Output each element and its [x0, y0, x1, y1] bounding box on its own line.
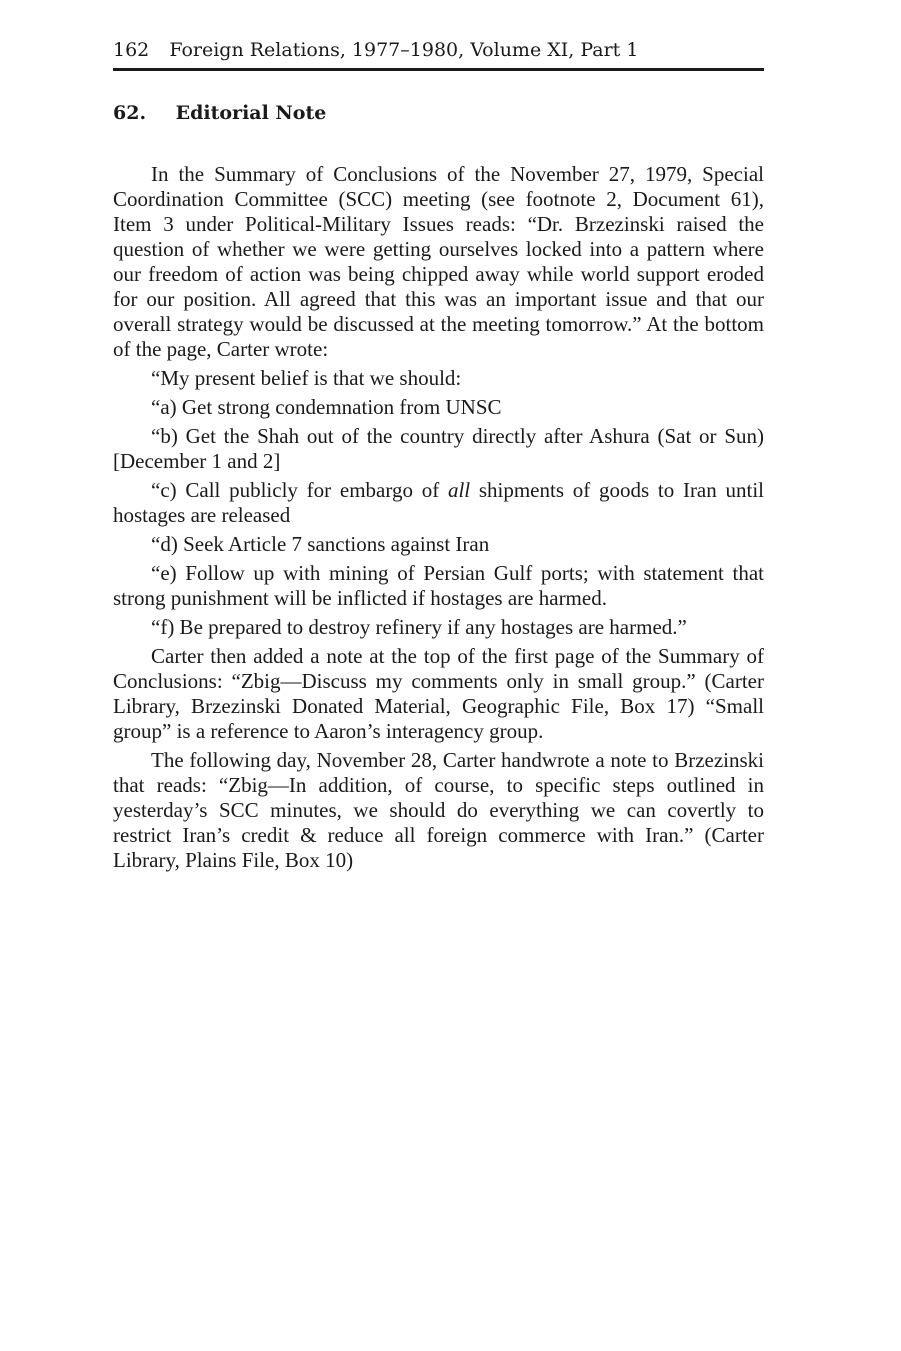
- list-item-c-before: “c) Call publicly for embargo of: [151, 478, 448, 502]
- header-rule: [113, 68, 764, 71]
- running-title: Foreign Relations, 1977–1980, Volume XI, Part 1: [169, 39, 639, 61]
- paragraph-summary-of-conclusions: In the Summary of Conclusions of the November 27, 1979, Special Coordination Committee (SCC) meeting (see footnote 2, Document 61), Item 3 under Political-Military Issues reads: “Dr. Brzezinski raised the question of whether we were getting ourselves locked into a pattern where our freedom of action was being chipped away while world support eroded for our position. All agreed that this was an important issue and that our overall strategy would be discussed at the meeting tomorrow.” At the bottom of the page, Carter wrote:: [113, 162, 764, 361]
- list-item-e: “e) Follow up with mining of Persian Gulf ports; with statement that strong punishment will be inflicted if hostages are harmed.: [113, 561, 764, 610]
- list-item-c-after: shipments of goods to Iran until hostages are released: [113, 478, 764, 527]
- document-heading: [113, 100, 326, 126]
- running-head: [113, 37, 764, 63]
- list-item-b: “b) Get the Shah out of the country directly after Ashura (Sat or Sun) [December 1 and 2]: [113, 424, 764, 473]
- document-title: Editorial Note: [175, 102, 327, 124]
- document-number: 62.: [113, 102, 147, 124]
- paragraph-present-belief: “My present belief is that we should:: [151, 366, 462, 390]
- list-item-a: “a) Get strong condemnation from UNSC: [151, 395, 502, 419]
- list-item-f: “f) Be prepared to destroy refinery if any hostages are harmed.”: [151, 615, 687, 639]
- page-number: 162: [113, 39, 150, 61]
- list-item-d: “d) Seek Article 7 sanctions against Iran: [151, 532, 490, 556]
- paragraph-carter-note: Carter then added a note at the top of the first page of the Summary of Conclusions: “Zbig—Discuss my comments only in small group.” (Carter Library, Brzezinski Donated Material, Geographic File, Box 17) “Small group” is a reference to Aaron’s interagency group.: [113, 644, 764, 743]
- list-item-c: [113, 478, 764, 528]
- document-body: [113, 162, 764, 877]
- paragraph-following-day: The following day, November 28, Carter handwrote a note to Brzezinski that reads: “Zbig—In addition, of course, to specific steps outlined in yesterday’s SCC minutes, we should do everything we can covertly to restrict Iran’s credit & reduce all foreign commerce with Iran.” (Carter Library, Plains File, Box 10): [113, 748, 764, 872]
- list-item-c-emphasis: all: [447, 478, 471, 502]
